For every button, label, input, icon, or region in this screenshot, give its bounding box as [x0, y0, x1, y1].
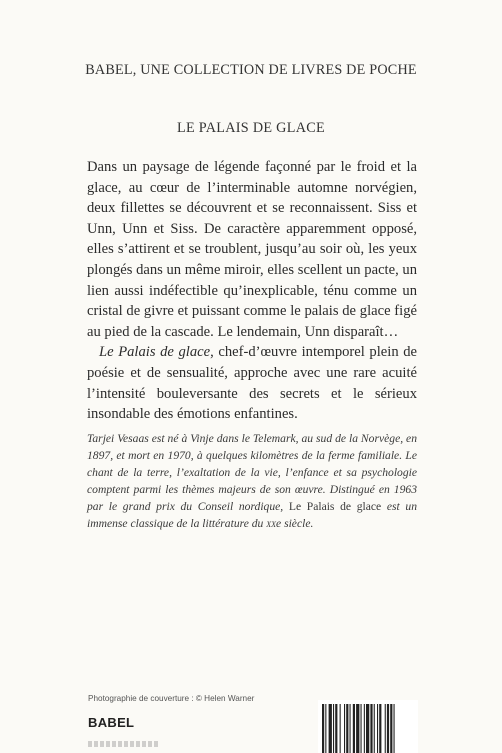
- publisher-logo: BABEL: [88, 715, 135, 730]
- blurb-paragraph-1: Dans un paysage de légende façonné par le froid et la glace, au cœur de l’interminable automne norvégien, deux fillettes se découvrent et se reconnaissent. Siss et Unn, Unn et Siss. De caractère apparemment opposé, elles s’attirent et se troublent, jusqu’au soir où, les yeux plongés dans un même miroir, elles scellent un pacte, un lien aussi indéfectible qu’inexplicable, ténu comme un cristal de givre et puissant comme le palais de glace figé au pied de la cascade. Le lendemain, Unn disparaît…: [87, 159, 417, 340]
- barcode-bar: [364, 704, 365, 753]
- blurb-book-title: Le Palais de glace: [99, 344, 211, 361]
- blurb-paragraph-2-text: , chef-d’œuvre intemporel plein de poésie et de sensualité, approche avec une rare acuité l’intensité bouleversante des secrets et le sérieux insondable des émotions enfantines.: [87, 344, 418, 423]
- barcode-graphic: [318, 700, 418, 753]
- barcode-bar: [335, 704, 337, 753]
- barcode: [318, 700, 418, 753]
- barcode-bar: [370, 704, 372, 753]
- bio-text-2: est un immense classique de la littérature du: [87, 500, 417, 530]
- author-bio: [87, 430, 417, 532]
- bio-text-1: Tarjei Vesaas est né à Vinje dans le Telemark, au sud de la Norvège, en 1897, et mort en 1970, à quelques kilomètres de la ferme familiale. Le chant de la terre, l’exaltation de la vie, l’enfance et sa psychologie comptent parmi les thèmes majeurs de son œuvre. Distingué en 1963 par le grand prix du Conseil nordique,: [87, 432, 417, 513]
- barcode-bar: [374, 704, 375, 753]
- barcode-bar: [390, 704, 392, 753]
- barcode-bar: [346, 704, 348, 753]
- barcode-bar: [340, 704, 341, 753]
- barcode-bar: [322, 704, 324, 753]
- barcode-bar: [344, 704, 345, 753]
- series-heading: BABEL, UNE COLLECTION DE LIVRES DE POCHE: [85, 62, 417, 78]
- bio-book-title: Le Palais de glace: [288, 500, 382, 513]
- barcode-bar: [356, 704, 359, 753]
- blurb-paragraph-2: [87, 342, 417, 424]
- barcode-bar: [387, 704, 389, 753]
- barcode-bar: [361, 704, 362, 753]
- bio-text-3: e siècle.: [276, 517, 314, 530]
- barcode-bar: [353, 704, 355, 753]
- blurb: [87, 157, 417, 425]
- barcode-bar: [385, 704, 386, 753]
- barcode-bar: [329, 704, 332, 753]
- photo-credit: Photographie de couverture : © Helen Warner: [88, 694, 255, 703]
- barcode-bar: [394, 704, 395, 753]
- barcode-bar: [333, 704, 334, 753]
- barcode-bar: [325, 704, 326, 753]
- barcode-bar: [377, 704, 378, 753]
- publisher-subline: [88, 741, 158, 747]
- barcode-bar: [379, 704, 381, 753]
- bio-century: xx: [266, 517, 277, 530]
- book-title: LE PALAIS DE GLACE: [177, 120, 325, 136]
- barcode-bar: [366, 704, 369, 753]
- barcode-bar: [350, 704, 351, 753]
